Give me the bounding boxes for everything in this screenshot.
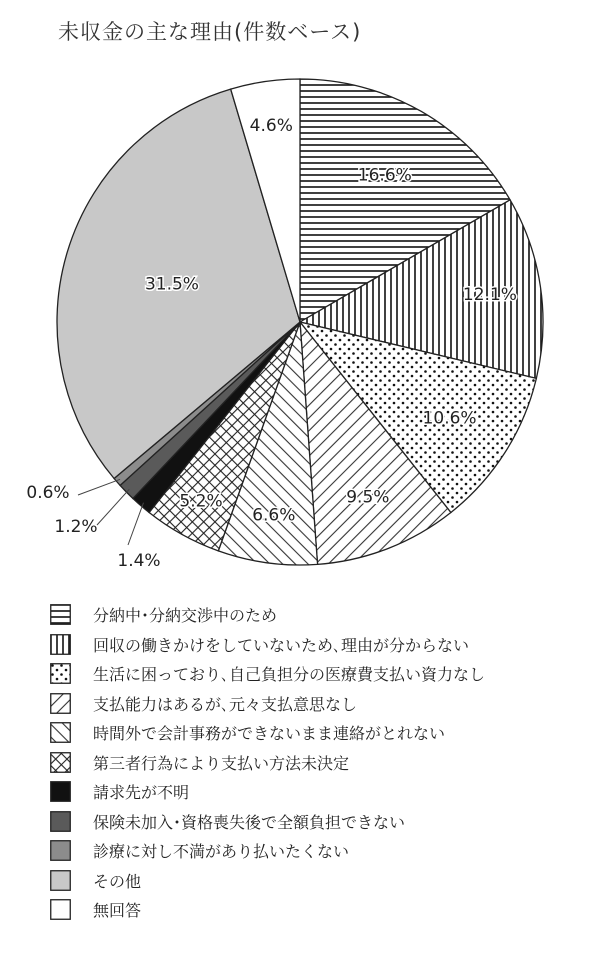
- legend-label: 第三者行為により支払い方法未決定: [93, 753, 350, 773]
- slice-value-label-11: 4.6%: [249, 115, 293, 136]
- slice-value-label-7: 1.4%: [117, 551, 161, 571]
- leader-line-7: [128, 503, 144, 545]
- leader-line-9: [78, 479, 120, 495]
- legend-label: 診療に対し不満があり払いたくない: [93, 842, 350, 862]
- legend-swatch-1: [50, 604, 71, 625]
- legend-label: 時間外で会計事務ができないまま連絡がとれない: [93, 724, 446, 744]
- slice-value-label-8: 1.2%: [54, 517, 98, 537]
- legend-item: [50, 689, 485, 719]
- legend-item: [50, 718, 485, 748]
- slice-value-label-5: 6.6%: [252, 505, 296, 526]
- legend-label: 請求先が不明: [93, 783, 190, 803]
- legend-swatch-9: [50, 840, 71, 861]
- legend-item: [50, 895, 485, 925]
- legend-item: [50, 659, 485, 689]
- chart-title: 未収金の主な理由(件数ベース): [58, 20, 362, 44]
- slice-value-label-9: 0.6%: [26, 483, 70, 503]
- slice-value-label-6: 5.2%: [179, 491, 223, 512]
- legend-label: 生活に困っており､自己負担分の医療費支払い資力なし: [93, 665, 486, 685]
- legend-swatch-7: [50, 781, 71, 802]
- slice-value-label-4: 9.5%: [346, 487, 390, 508]
- slice-value-label-1: 16.6%: [357, 165, 412, 186]
- legend-item: [50, 748, 485, 778]
- legend-item: [50, 777, 485, 807]
- legend-swatch-10: [50, 870, 71, 891]
- legend-swatch-2: [50, 634, 71, 655]
- legend-swatch-6: [50, 752, 71, 773]
- slice-value-label-2: 12.1%: [462, 285, 517, 306]
- slice-value-label-3: 10.6%: [422, 408, 477, 429]
- legend-swatch-8: [50, 811, 71, 832]
- legend-item: [50, 630, 485, 660]
- legend-swatch-4: [50, 693, 71, 714]
- legend-label: 無回答: [93, 901, 142, 921]
- legend-item: [50, 807, 485, 837]
- legend-swatch-3: [50, 663, 71, 684]
- legend-label: 支払能力はあるが､元々支払意思なし: [93, 694, 358, 714]
- legend-swatch-11: [50, 899, 71, 920]
- legend-item: [50, 866, 485, 896]
- legend-swatch-5: [50, 722, 71, 743]
- legend: [50, 600, 485, 925]
- legend-label: その他: [93, 871, 142, 891]
- legend-item: [50, 836, 485, 866]
- legend-label: 回収の働きかけをしていないため､理由が分からない: [93, 635, 470, 655]
- legend-label: 保険未加入･資格喪失後で全額負担できない: [93, 812, 406, 832]
- legend-item: [50, 600, 485, 630]
- slice-value-label-10: 31.5%: [144, 274, 199, 295]
- legend-label: 分納中･分納交渉中のため: [93, 606, 278, 626]
- leader-line-8: [97, 489, 129, 525]
